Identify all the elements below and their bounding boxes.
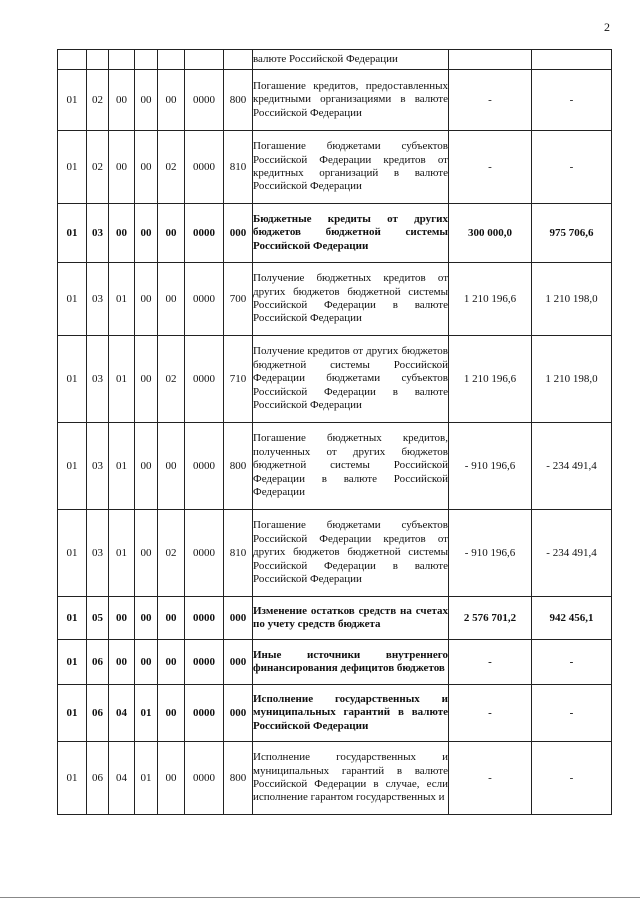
code-cell-2: 03 bbox=[87, 263, 109, 336]
code-cell-1: 01 bbox=[58, 131, 87, 204]
code-cell-4: 00 bbox=[135, 131, 158, 204]
amount-cell-1: - 910 196,6 bbox=[449, 510, 532, 597]
code-cell-3: 00 bbox=[109, 640, 135, 685]
code-cell-4: 01 bbox=[135, 685, 158, 742]
code-cell-7: 710 bbox=[224, 336, 253, 423]
code-cell-3 bbox=[109, 50, 135, 70]
code-cell-1: 01 bbox=[58, 263, 87, 336]
code-cell-7: 800 bbox=[224, 70, 253, 131]
amount-cell-2: - bbox=[532, 131, 612, 204]
code-cell-5: 00 bbox=[158, 70, 185, 131]
amount-cell-2: - bbox=[532, 640, 612, 685]
description-cell: Погашение бюджетных кредитов, полученных от других бюджетов бюджетной системы Российской Федерации в валюте Российской Федерации bbox=[253, 423, 449, 510]
amount-cell-1: 1 210 196,6 bbox=[449, 263, 532, 336]
code-cell-6: 0000 bbox=[185, 685, 224, 742]
code-cell-2: 03 bbox=[87, 336, 109, 423]
page-bottom-edge bbox=[0, 897, 640, 898]
code-cell-1: 01 bbox=[58, 510, 87, 597]
code-cell-1: 01 bbox=[58, 336, 87, 423]
amount-cell-1: 1 210 196,6 bbox=[449, 336, 532, 423]
code-cell-4: 00 bbox=[135, 70, 158, 131]
code-cell-5: 02 bbox=[158, 510, 185, 597]
code-cell-1: 01 bbox=[58, 597, 87, 640]
code-cell-1: 01 bbox=[58, 204, 87, 263]
code-cell-6: 0000 bbox=[185, 131, 224, 204]
description-cell: Погашение бюджетами субъектов Российской Федерации кредитов от других бюджетов бюджетной системы Российской Федерации в валюте Российской Федерации bbox=[253, 510, 449, 597]
code-cell-7: 800 bbox=[224, 423, 253, 510]
amount-cell-2: - bbox=[532, 742, 612, 815]
amount-cell-2: 975 706,6 bbox=[532, 204, 612, 263]
amount-cell-2: - bbox=[532, 70, 612, 131]
code-cell-6: 0000 bbox=[185, 742, 224, 815]
code-cell-2: 03 bbox=[87, 423, 109, 510]
code-cell-5: 00 bbox=[158, 263, 185, 336]
table-row bbox=[58, 204, 612, 263]
code-cell-5: 00 bbox=[158, 597, 185, 640]
code-cell-2: 06 bbox=[87, 685, 109, 742]
code-cell-5: 00 bbox=[158, 685, 185, 742]
code-cell-4: 00 bbox=[135, 423, 158, 510]
budget-sources-table bbox=[57, 49, 612, 815]
code-cell-4 bbox=[135, 50, 158, 70]
description-cell: Исполнение государственных и муниципальных гарантий в валюте Российской Федерации в случае, если исполнение гарантом государственных и bbox=[253, 742, 449, 815]
amount-cell-1: - bbox=[449, 70, 532, 131]
code-cell-3: 01 bbox=[109, 336, 135, 423]
code-cell-7: 700 bbox=[224, 263, 253, 336]
code-cell-3: 01 bbox=[109, 423, 135, 510]
description-cell: Изменение остатков средств на счетах по учету средств бюджета bbox=[253, 597, 449, 640]
description-cell: Иные источники внутреннего финансирования дефицитов бюджетов bbox=[253, 640, 449, 685]
code-cell-5 bbox=[158, 50, 185, 70]
code-cell-7: 810 bbox=[224, 510, 253, 597]
amount-cell-2: - 234 491,4 bbox=[532, 510, 612, 597]
code-cell-6: 0000 bbox=[185, 597, 224, 640]
code-cell-2 bbox=[87, 50, 109, 70]
code-cell-4: 00 bbox=[135, 597, 158, 640]
amount-cell-1: - bbox=[449, 640, 532, 685]
code-cell-1: 01 bbox=[58, 640, 87, 685]
table-row bbox=[58, 50, 612, 70]
description-cell: Получение бюджетных кредитов от других бюджетов бюджетной системы Российской Федерации в валюте Российской Федерации bbox=[253, 263, 449, 336]
code-cell-7: 000 bbox=[224, 685, 253, 742]
code-cell-3: 00 bbox=[109, 131, 135, 204]
code-cell-7: 810 bbox=[224, 131, 253, 204]
code-cell-2: 05 bbox=[87, 597, 109, 640]
code-cell-5: 02 bbox=[158, 336, 185, 423]
amount-cell-1: 300 000,0 bbox=[449, 204, 532, 263]
description-cell: Погашение кредитов, предоставленных кредитными организациями в валюте Российской Федерации bbox=[253, 70, 449, 131]
description-cell: валюте Российской Федерации bbox=[253, 50, 449, 70]
table-row bbox=[58, 70, 612, 131]
description-cell: Бюджетные кредиты от других бюджетов бюджетной системы Российской Федерации bbox=[253, 204, 449, 263]
amount-cell-1: - bbox=[449, 742, 532, 815]
table-row bbox=[58, 423, 612, 510]
amount-cell-2: 1 210 198,0 bbox=[532, 336, 612, 423]
code-cell-2: 06 bbox=[87, 742, 109, 815]
code-cell-5: 00 bbox=[158, 423, 185, 510]
code-cell-3: 04 bbox=[109, 742, 135, 815]
description-cell: Погашение бюджетами субъектов Российской Федерации кредитов от кредитных организаций в валюте Российской Федерации bbox=[253, 131, 449, 204]
table-row bbox=[58, 131, 612, 204]
code-cell-2: 02 bbox=[87, 70, 109, 131]
code-cell-6: 0000 bbox=[185, 423, 224, 510]
code-cell-1 bbox=[58, 50, 87, 70]
code-cell-3: 01 bbox=[109, 263, 135, 336]
code-cell-1: 01 bbox=[58, 685, 87, 742]
table-row bbox=[58, 597, 612, 640]
code-cell-1: 01 bbox=[58, 423, 87, 510]
amount-cell-2 bbox=[532, 50, 612, 70]
code-cell-4: 01 bbox=[135, 742, 158, 815]
page-number: 2 bbox=[604, 20, 610, 34]
code-cell-5: 00 bbox=[158, 204, 185, 263]
code-cell-1: 01 bbox=[58, 742, 87, 815]
amount-cell-1 bbox=[449, 50, 532, 70]
code-cell-7 bbox=[224, 50, 253, 70]
code-cell-6: 0000 bbox=[185, 263, 224, 336]
code-cell-2: 03 bbox=[87, 204, 109, 263]
code-cell-6 bbox=[185, 50, 224, 70]
code-cell-1: 01 bbox=[58, 70, 87, 131]
code-cell-4: 00 bbox=[135, 336, 158, 423]
code-cell-3: 00 bbox=[109, 204, 135, 263]
code-cell-3: 04 bbox=[109, 685, 135, 742]
code-cell-4: 00 bbox=[135, 640, 158, 685]
code-cell-2: 02 bbox=[87, 131, 109, 204]
table-row bbox=[58, 742, 612, 815]
table-row bbox=[58, 640, 612, 685]
code-cell-3: 00 bbox=[109, 597, 135, 640]
code-cell-7: 000 bbox=[224, 597, 253, 640]
code-cell-6: 0000 bbox=[185, 70, 224, 131]
code-cell-5: 00 bbox=[158, 742, 185, 815]
table-row bbox=[58, 263, 612, 336]
code-cell-5: 02 bbox=[158, 131, 185, 204]
code-cell-3: 00 bbox=[109, 70, 135, 131]
amount-cell-2: - 234 491,4 bbox=[532, 423, 612, 510]
table-row bbox=[58, 685, 612, 742]
code-cell-2: 06 bbox=[87, 640, 109, 685]
code-cell-5: 00 bbox=[158, 640, 185, 685]
code-cell-4: 00 bbox=[135, 510, 158, 597]
amount-cell-1: - bbox=[449, 685, 532, 742]
code-cell-7: 800 bbox=[224, 742, 253, 815]
description-cell: Исполнение государственных и муниципальных гарантий в валюте Российской Федерации bbox=[253, 685, 449, 742]
amount-cell-1: - bbox=[449, 131, 532, 204]
amount-cell-1: - 910 196,6 bbox=[449, 423, 532, 510]
description-cell: Получение кредитов от других бюджетов бюджетной системы Российской Федерации бюджетами субъектов Российской Федерации в валюте Российской Федерации bbox=[253, 336, 449, 423]
amount-cell-2: 1 210 198,0 bbox=[532, 263, 612, 336]
table-row bbox=[58, 510, 612, 597]
code-cell-6: 0000 bbox=[185, 204, 224, 263]
code-cell-2: 03 bbox=[87, 510, 109, 597]
code-cell-7: 000 bbox=[224, 204, 253, 263]
code-cell-3: 01 bbox=[109, 510, 135, 597]
code-cell-6: 0000 bbox=[185, 336, 224, 423]
code-cell-6: 0000 bbox=[185, 640, 224, 685]
code-cell-7: 000 bbox=[224, 640, 253, 685]
amount-cell-2: 942 456,1 bbox=[532, 597, 612, 640]
code-cell-4: 00 bbox=[135, 263, 158, 336]
amount-cell-1: 2 576 701,2 bbox=[449, 597, 532, 640]
table-row bbox=[58, 336, 612, 423]
amount-cell-2: - bbox=[532, 685, 612, 742]
code-cell-4: 00 bbox=[135, 204, 158, 263]
code-cell-6: 0000 bbox=[185, 510, 224, 597]
